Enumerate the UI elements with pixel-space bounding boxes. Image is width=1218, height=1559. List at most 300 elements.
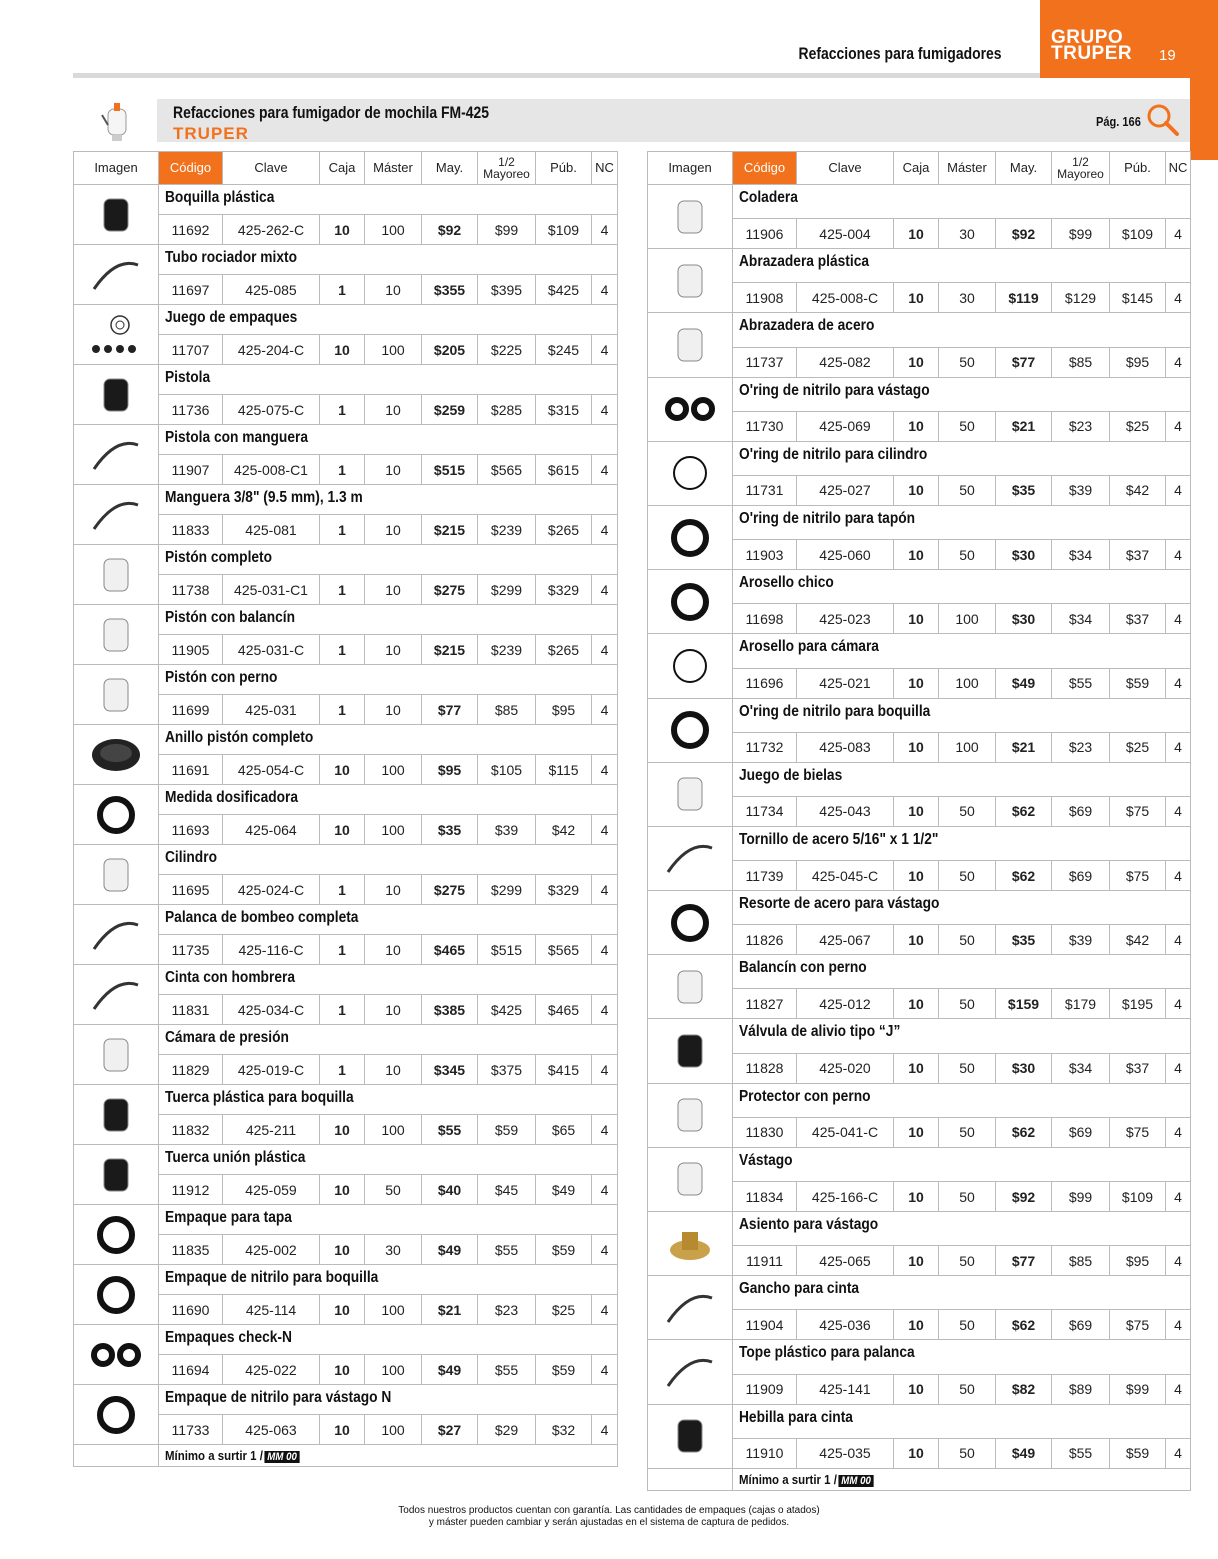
screw-icon — [648, 827, 733, 890]
product-name: Balancín con perno — [739, 959, 867, 977]
clave-cell: 425-262-C — [223, 215, 320, 244]
product-name: Juego de empaques — [165, 309, 298, 326]
table-row — [647, 699, 1191, 763]
product-values — [159, 1234, 617, 1264]
stem-gasket-icon — [74, 1385, 159, 1444]
product-name: Válvula de alivio tipo “J” — [739, 1023, 901, 1041]
table-row — [647, 506, 1191, 570]
pub-cell: $37 — [1110, 604, 1166, 633]
pub-cell: $99 — [1110, 1375, 1166, 1404]
master-cell: 10 — [365, 575, 422, 604]
mayoreo-cell: $39 — [1052, 476, 1110, 505]
product-name: Manguera 3/8" (9.5 mm), 1.3 m — [165, 489, 363, 506]
product-name: Cámara de presión — [165, 1029, 289, 1046]
master-cell: 100 — [365, 335, 422, 364]
clave-cell: 425-081 — [223, 515, 320, 544]
mm-badge: MM 00 — [265, 1451, 300, 1463]
caja-cell: 1 — [320, 395, 365, 424]
codigo-cell: 11910 — [733, 1439, 797, 1468]
clave-cell: 425-063 — [223, 1415, 320, 1444]
table-row — [647, 763, 1191, 827]
product-name: Vástago — [739, 1151, 793, 1169]
mayoreo-cell: $179 — [1052, 989, 1110, 1018]
spray-tube-icon — [74, 245, 159, 304]
table-row — [73, 1265, 618, 1325]
oring-large-icon — [648, 634, 733, 697]
table-row — [73, 545, 618, 605]
col-nc: NC — [1168, 160, 1188, 175]
pub-cell: $329 — [536, 875, 592, 904]
oring-thin-icon — [648, 442, 733, 505]
product-values — [733, 539, 1190, 569]
nc-cell: 4 — [600, 1301, 609, 1318]
clave-cell: 425-027 — [797, 476, 894, 505]
codigo-cell: 11905 — [159, 635, 223, 664]
nc-cell: 4 — [1174, 225, 1182, 242]
may-cell: $30 — [996, 604, 1052, 633]
nc-cell: 4 — [1174, 1060, 1182, 1077]
caja-cell: 1 — [320, 995, 365, 1024]
product-values — [159, 994, 617, 1024]
may-cell: $27 — [422, 1415, 478, 1444]
table-row — [73, 1385, 618, 1445]
master-cell: 50 — [939, 1054, 996, 1083]
mayoreo-cell: $34 — [1052, 604, 1110, 633]
catalog-page-link[interactable]: Pág. 166 — [1096, 114, 1141, 129]
pub-cell: $37 — [1110, 540, 1166, 569]
product-values — [733, 1438, 1190, 1468]
pub-cell: $42 — [536, 815, 592, 844]
pub-cell: $245 — [536, 335, 592, 364]
master-cell: 30 — [939, 219, 996, 248]
connecting-rods-icon — [648, 763, 733, 826]
header-rule — [73, 73, 1040, 78]
table-row — [647, 955, 1191, 1019]
product-name: O'ring de nitrilo para boquilla — [739, 702, 931, 720]
clave-cell: 425-067 — [797, 925, 894, 954]
caja-cell: 10 — [320, 215, 365, 244]
codigo-cell: 11696 — [733, 669, 797, 698]
mayoreo-cell: $34 — [1052, 1054, 1110, 1083]
table-row — [73, 1325, 618, 1385]
product-values — [733, 218, 1190, 248]
caja-cell: 10 — [320, 1115, 365, 1144]
may-cell: $30 — [996, 540, 1052, 569]
relief-valve-icon — [648, 1019, 733, 1082]
search-icon[interactable] — [1146, 103, 1180, 137]
pub-cell: $95 — [1110, 1246, 1166, 1275]
lever-stop-icon — [648, 1340, 733, 1403]
mayoreo-cell: $299 — [478, 575, 536, 604]
may-cell: $49 — [422, 1235, 478, 1264]
codigo-cell: 11904 — [733, 1310, 797, 1339]
clave-cell: 425-004 — [797, 219, 894, 248]
codigo-cell: 11732 — [733, 733, 797, 762]
master-cell: 10 — [365, 1055, 422, 1084]
mayoreo-cell: $39 — [478, 815, 536, 844]
minimum-order-row — [647, 1469, 1191, 1491]
col-may: May. — [422, 152, 478, 184]
brand-line2: TRUPER — [1051, 43, 1133, 64]
product-values — [733, 1053, 1190, 1083]
product-name: Palanca de bombeo completa — [165, 909, 359, 926]
master-cell: 10 — [365, 695, 422, 724]
col-master: Máster — [365, 152, 422, 184]
nc-cell: 4 — [1174, 610, 1182, 627]
codigo-cell: 11911 — [733, 1246, 797, 1275]
minimum-label: Mínimo a surtir 1 / — [165, 1448, 263, 1463]
pub-cell: $565 — [536, 935, 592, 964]
mayoreo-cell: $85 — [478, 695, 536, 724]
measuring-cup-icon — [74, 785, 159, 844]
master-cell: 10 — [365, 995, 422, 1024]
product-name: Arosello para cámara — [739, 638, 879, 656]
table-row — [647, 827, 1191, 891]
mayoreo-cell: $299 — [478, 875, 536, 904]
table-row — [73, 1085, 618, 1145]
product-values — [733, 282, 1190, 312]
clave-cell: 425-116-C — [223, 935, 320, 964]
pub-cell: $32 — [536, 1415, 592, 1444]
product-values — [733, 924, 1190, 954]
pub-cell: $25 — [1110, 412, 1166, 441]
table-row — [73, 965, 618, 1025]
master-cell: 50 — [939, 1182, 996, 1211]
col-half-mayoreo — [1052, 152, 1110, 184]
mayoreo-cell: $59 — [478, 1115, 536, 1144]
pub-cell: $65 — [536, 1115, 592, 1144]
may-cell: $77 — [996, 1246, 1052, 1275]
pub-cell: $25 — [536, 1295, 592, 1324]
may-cell: $40 — [422, 1175, 478, 1204]
caja-cell: 10 — [894, 925, 939, 954]
mayoreo-cell: $239 — [478, 515, 536, 544]
product-name: Empaque de nitrilo para boquilla — [165, 1269, 379, 1286]
may-cell: $30 — [996, 1054, 1052, 1083]
clave-cell: 425-012 — [797, 989, 894, 1018]
shoulder-strap-icon — [74, 965, 159, 1024]
product-name: Tuerca unión plástica — [165, 1149, 306, 1166]
half-label: Mayoreo — [483, 167, 530, 181]
nc-cell: 4 — [1174, 1445, 1182, 1462]
may-cell: $215 — [422, 515, 478, 544]
mayoreo-cell: $55 — [1052, 669, 1110, 698]
lid-gasket-icon — [74, 1205, 159, 1264]
caja-cell: 1 — [320, 275, 365, 304]
may-cell: $35 — [422, 815, 478, 844]
nc-cell: 4 — [600, 281, 609, 298]
product-values — [159, 634, 617, 664]
master-cell: 10 — [365, 395, 422, 424]
may-cell: $275 — [422, 875, 478, 904]
caja-cell: 1 — [320, 515, 365, 544]
master-cell: 50 — [939, 925, 996, 954]
product-values — [733, 796, 1190, 826]
master-cell: 50 — [939, 1118, 996, 1147]
strainer-icon — [648, 185, 733, 248]
codigo-cell: 11834 — [733, 1182, 797, 1211]
rows-right — [647, 185, 1191, 1491]
nc-cell: 4 — [1174, 867, 1182, 884]
codigo-cell: 11908 — [733, 283, 797, 312]
plastic-clamp-icon — [648, 249, 733, 312]
master-cell: 10 — [365, 635, 422, 664]
product-name: Pistón completo — [165, 549, 273, 566]
warranty-note — [0, 1505, 1218, 1529]
minimum-order-text — [165, 1448, 300, 1463]
pub-cell: $42 — [1110, 476, 1166, 505]
mayoreo-cell: $515 — [478, 935, 536, 964]
clave-cell: 425-069 — [797, 412, 894, 441]
product-name: Tuerca plástica para boquilla — [165, 1089, 354, 1106]
footer-line1: Todos nuestros productos cuentan con garantía. Las cantidades de empaques (cajas o atados) — [398, 1505, 820, 1516]
table-row — [73, 905, 618, 965]
nc-cell: 4 — [600, 1181, 609, 1198]
piston-icon — [74, 545, 159, 604]
pub-cell: $59 — [536, 1235, 592, 1264]
table-row — [73, 665, 618, 725]
product-values — [733, 988, 1190, 1018]
product-name: Cilindro — [165, 849, 217, 866]
table-row — [647, 313, 1191, 377]
clave-cell: 425-083 — [797, 733, 894, 762]
codigo-cell: 11826 — [733, 925, 797, 954]
col-imagen: Imagen — [74, 152, 159, 184]
caja-cell: 10 — [894, 412, 939, 441]
mayoreo-cell: $23 — [1052, 412, 1110, 441]
clave-cell: 425-065 — [797, 1246, 894, 1275]
table-row — [647, 634, 1191, 698]
pub-cell: $315 — [536, 395, 592, 424]
clave-cell: 425-211 — [223, 1115, 320, 1144]
may-cell: $62 — [996, 1310, 1052, 1339]
product-values — [159, 574, 617, 604]
nc-cell: 4 — [600, 1121, 609, 1138]
master-cell: 50 — [365, 1175, 422, 1204]
col-caja: Caja — [320, 152, 365, 184]
codigo-cell: 11699 — [159, 695, 223, 724]
product-values — [733, 860, 1190, 890]
nc-cell: 4 — [600, 401, 609, 418]
nc-cell: 4 — [600, 1001, 609, 1018]
product-values — [159, 274, 617, 304]
codigo-cell: 11738 — [159, 575, 223, 604]
may-cell: $35 — [996, 925, 1052, 954]
nc-cell: 4 — [1174, 675, 1182, 691]
product-name: O'ring de nitrilo para cilindro — [739, 445, 928, 463]
product-name: Pistola — [165, 369, 211, 386]
table-row — [647, 1019, 1191, 1083]
may-cell: $55 — [422, 1115, 478, 1144]
mayoreo-cell: $39 — [1052, 925, 1110, 954]
nc-cell: 4 — [600, 1421, 609, 1438]
product-values — [733, 475, 1190, 505]
nc-cell: 4 — [1174, 1252, 1182, 1269]
product-values — [159, 874, 617, 904]
pub-cell: $615 — [536, 455, 592, 484]
product-name: Empaques check-N — [165, 1329, 292, 1346]
pub-cell: $49 — [536, 1175, 592, 1204]
may-cell: $95 — [422, 755, 478, 784]
clave-cell: 425-082 — [797, 348, 894, 377]
may-cell: $49 — [996, 1439, 1052, 1468]
clave-cell: 425-075-C — [223, 395, 320, 424]
mayoreo-cell: $29 — [478, 1415, 536, 1444]
mayoreo-cell: $69 — [1052, 1310, 1110, 1339]
caja-cell: 10 — [894, 1310, 939, 1339]
codigo-cell: 11835 — [159, 1235, 223, 1264]
nc-cell: 4 — [1174, 482, 1182, 499]
caja-cell: 10 — [894, 476, 939, 505]
clave-cell: 425-166-C — [797, 1182, 894, 1211]
oring-thick-icon — [648, 506, 733, 569]
codigo-cell: 11907 — [159, 455, 223, 484]
table-row — [647, 442, 1191, 506]
banner-title: Refacciones para fumigador de mochila FM-425 — [173, 103, 490, 122]
master-cell: 10 — [365, 515, 422, 544]
may-cell: $77 — [422, 695, 478, 724]
mayoreo-cell: $239 — [478, 635, 536, 664]
product-name: Anillo pistón completo — [165, 729, 314, 746]
master-cell: 50 — [939, 348, 996, 377]
mayoreo-cell: $105 — [478, 755, 536, 784]
clave-cell: 425-035 — [797, 1439, 894, 1468]
table-row — [73, 605, 618, 665]
caja-cell: 1 — [320, 695, 365, 724]
may-cell: $259 — [422, 395, 478, 424]
master-cell: 50 — [939, 476, 996, 505]
pump-lever-icon — [74, 905, 159, 964]
product-name: Coladera — [739, 189, 798, 206]
mayoreo-cell: $225 — [478, 335, 536, 364]
master-cell: 100 — [365, 1115, 422, 1144]
mayoreo-cell: $55 — [1052, 1439, 1110, 1468]
oring-small-icon — [648, 570, 733, 633]
mayoreo-cell: $99 — [1052, 1182, 1110, 1211]
product-name: Resorte de acero para vástago — [739, 895, 940, 913]
image-column-spacer — [74, 1445, 159, 1466]
caja-cell: 10 — [894, 1439, 939, 1468]
clave-cell: 425-022 — [223, 1355, 320, 1384]
clave-cell: 425-045-C — [797, 861, 894, 890]
codigo-cell: 11694 — [159, 1355, 223, 1384]
col-caja: Caja — [894, 152, 939, 184]
mayoreo-cell: $285 — [478, 395, 536, 424]
master-cell: 50 — [939, 861, 996, 890]
nc-cell: 4 — [600, 1241, 609, 1258]
may-cell: $92 — [996, 219, 1052, 248]
table-header — [73, 151, 618, 185]
mayoreo-cell: $23 — [1052, 733, 1110, 762]
may-cell: $35 — [996, 476, 1052, 505]
product-name: Tope plástico para palanca — [739, 1344, 915, 1362]
product-name: Tornillo de acero 5/16" x 1 1/2" — [739, 830, 939, 848]
clave-cell: 425-023 — [797, 604, 894, 633]
table-row — [73, 185, 618, 245]
half-fraction: 1/2 — [1072, 155, 1089, 169]
master-cell: 50 — [939, 1310, 996, 1339]
caja-cell: 10 — [320, 755, 365, 784]
table-row — [73, 365, 618, 425]
product-name: Arosello chico — [739, 574, 834, 592]
nc-cell: 4 — [1174, 546, 1182, 563]
clave-cell: 425-085 — [223, 275, 320, 304]
may-cell: $92 — [996, 1182, 1052, 1211]
caja-cell: 10 — [894, 219, 939, 248]
caja-cell: 10 — [320, 1355, 365, 1384]
codigo-cell: 11828 — [733, 1054, 797, 1083]
may-cell: $21 — [422, 1295, 478, 1324]
product-values — [733, 603, 1190, 633]
codigo-cell: 11693 — [159, 815, 223, 844]
may-cell: $77 — [996, 348, 1052, 377]
may-cell: $465 — [422, 935, 478, 964]
product-name: Pistola con manguera — [165, 429, 308, 446]
caja-cell: 10 — [894, 989, 939, 1018]
oring-nozzle-icon — [648, 699, 733, 762]
pub-cell: $265 — [536, 515, 592, 544]
mayoreo-cell: $565 — [478, 455, 536, 484]
table-row — [647, 1340, 1191, 1404]
product-name: Empaque para tapa — [165, 1209, 292, 1226]
nc-cell: 4 — [600, 881, 609, 898]
footer-line2: y máster pueden cambiar y serán ajustadas en el sistema de captura de pedidos. — [428, 1517, 790, 1528]
may-cell: $92 — [422, 215, 478, 244]
may-cell: $49 — [996, 669, 1052, 698]
master-cell: 10 — [365, 875, 422, 904]
clave-cell: 425-008-C — [797, 283, 894, 312]
col-half-mayoreo — [478, 152, 536, 184]
stem-icon — [648, 1148, 733, 1211]
col-codigo: Código — [159, 152, 223, 184]
codigo-cell: 11833 — [159, 515, 223, 544]
table-row — [73, 725, 618, 785]
master-cell: 100 — [365, 815, 422, 844]
nc-cell: 4 — [1174, 1188, 1182, 1205]
table-row — [73, 845, 618, 905]
master-cell: 30 — [939, 283, 996, 312]
steel-clamp-icon — [648, 313, 733, 376]
pub-cell: $75 — [1110, 861, 1166, 890]
pressure-chamber-icon — [74, 1025, 159, 1084]
product-values — [733, 1117, 1190, 1147]
master-cell: 50 — [939, 412, 996, 441]
may-cell: $275 — [422, 575, 478, 604]
nc-cell: 4 — [1174, 803, 1182, 820]
product-values — [159, 214, 617, 244]
clave-cell: 425-060 — [797, 540, 894, 569]
pub-cell: $329 — [536, 575, 592, 604]
pub-cell: $95 — [536, 695, 592, 724]
product-name: Pistón con perno — [165, 669, 278, 686]
nozzle-nut-icon — [74, 1085, 159, 1144]
pub-cell: $415 — [536, 1055, 592, 1084]
caja-cell: 10 — [894, 797, 939, 826]
table-row — [647, 249, 1191, 313]
clave-cell: 425-031 — [223, 695, 320, 724]
nc-cell: 4 — [1174, 931, 1182, 948]
pub-cell: $195 — [1110, 989, 1166, 1018]
master-cell: 50 — [939, 989, 996, 1018]
check-gaskets-icon — [74, 1325, 159, 1384]
rocker-icon — [648, 955, 733, 1018]
nc-cell: 4 — [600, 1361, 609, 1378]
mm-badge: MM 00 — [839, 1475, 874, 1487]
nc-cell: 4 — [600, 461, 609, 478]
caja-cell: 10 — [894, 1375, 939, 1404]
product-values — [159, 394, 617, 424]
pub-cell: $109 — [1110, 219, 1166, 248]
